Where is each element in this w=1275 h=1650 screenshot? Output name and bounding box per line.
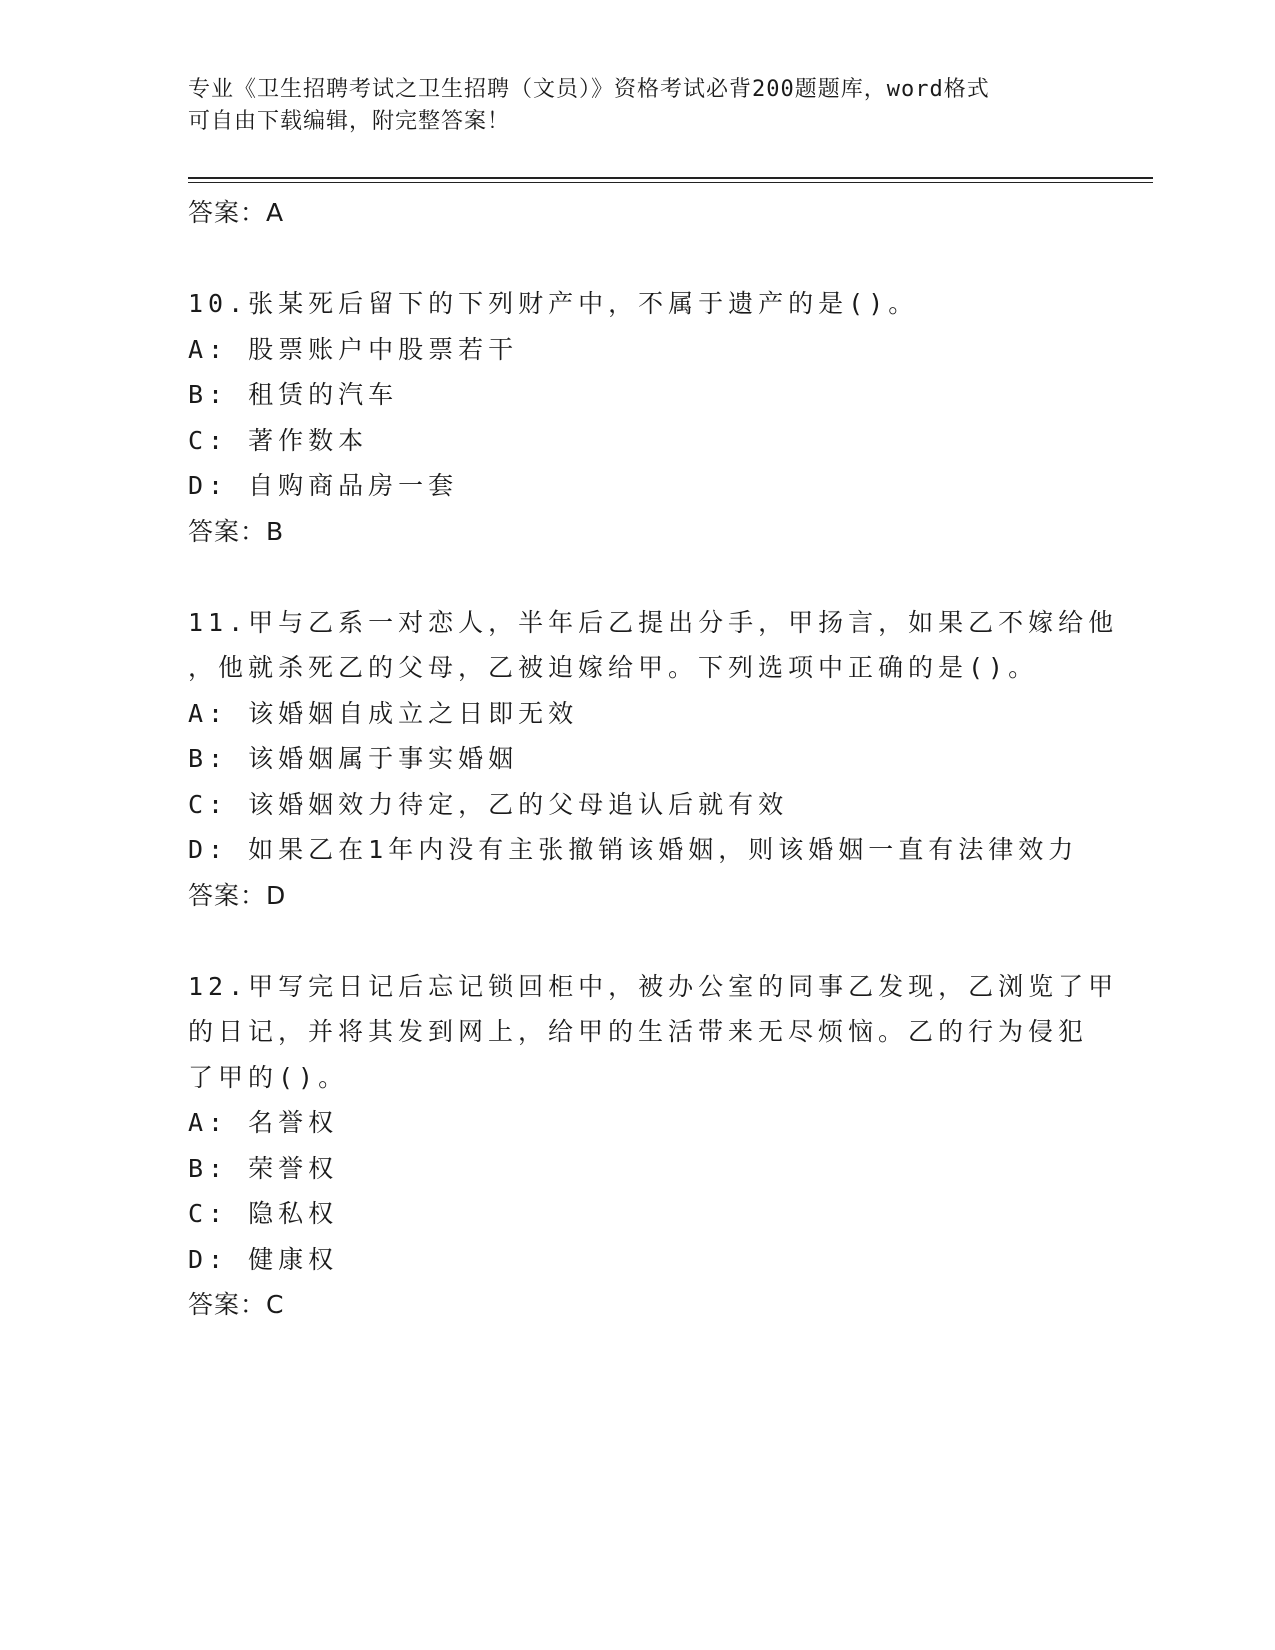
option-c: C: 隐私权 xyxy=(188,1199,339,1228)
header-line-2: 可自由下载编辑，附完整答案！ xyxy=(188,109,511,134)
answer-label: 答案：B xyxy=(188,516,285,546)
header-line-1: 专业《卫生招聘考试之卫生招聘（文员）》资格考试必背200题题库，word格式 xyxy=(188,77,990,102)
option-c: C: 著作数本 xyxy=(188,425,369,455)
question-stem: 10.张某死后留下的下列财产中，不属于遗产的是()。 xyxy=(188,289,919,318)
option-b: B: 该婚姻属于事实婚姻 xyxy=(188,744,519,773)
option-d: D: 健康权 xyxy=(188,1244,339,1274)
question-stem: ，他就杀死乙的父母，乙被迫嫁给甲。下列选项中正确的是()。 xyxy=(188,653,1039,682)
option-c: C: 该婚姻效力待定，乙的父母追认后就有效 xyxy=(188,789,789,819)
option-a: A: 股票账户中股票若干 xyxy=(188,334,519,364)
question-content xyxy=(188,190,1119,1328)
answer-label: 答案：C xyxy=(188,1290,285,1319)
option-a: A: 该婚姻自成立之日即无效 xyxy=(188,698,579,728)
option-b: B: 租赁的汽车 xyxy=(188,380,399,409)
question-block xyxy=(188,281,1088,554)
answer-previous: 答案：A xyxy=(188,198,285,227)
question-stem: 11.甲与乙系一对恋人，半年后乙提出分手，甲扬言，如果乙不嫁给他 xyxy=(188,607,1119,637)
question-stem: 的日记，并将其发到网上，给甲的生活带来无尽烦恼。乙的行为侵犯 xyxy=(188,1017,1089,1046)
spacer xyxy=(188,918,1088,964)
option-a: A: 名誉权 xyxy=(188,1108,339,1137)
question-block xyxy=(188,600,1119,919)
header-divider xyxy=(188,177,1153,183)
spacer xyxy=(188,554,1088,600)
spacer xyxy=(188,236,1088,282)
option-b: B: 荣誉权 xyxy=(188,1153,339,1183)
page-header xyxy=(188,74,1088,138)
option-d: D: 自购商品房一套 xyxy=(188,471,459,500)
question-stem: 12.甲写完日记后忘记锁回柜中，被办公室的同事乙发现，乙浏览了甲 xyxy=(188,971,1119,1001)
question-block xyxy=(188,964,1119,1328)
question-stem: 了甲的()。 xyxy=(188,1062,349,1092)
option-d: D: 如果乙在1年内没有主张撤销该婚姻，则该婚姻一直有法律效力 xyxy=(188,835,1079,864)
answer-label: 答案：D xyxy=(188,880,287,910)
